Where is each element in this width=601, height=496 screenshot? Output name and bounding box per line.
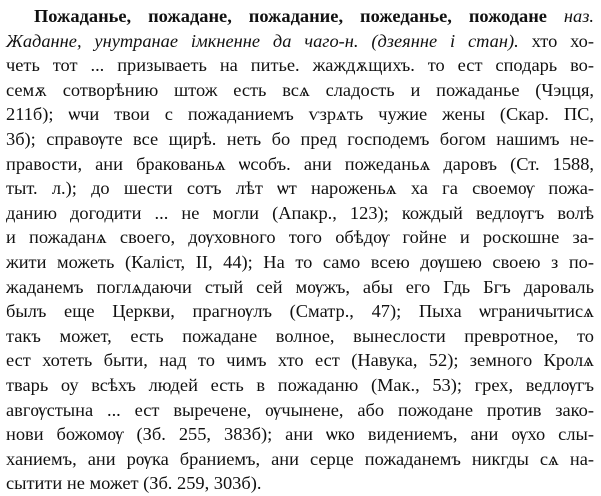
entry-line: 211б); ѡчи твои с пожаданиемъ ѵзрѧть чужие жены (Скар. ПС, <box>6 104 594 125</box>
entry-line: ест хотеть быти, над то чимъ хто ест (Навука, 52); земного Кролѧ <box>6 350 594 371</box>
entry-line <box>6 29 594 54</box>
definition-gloss: Жаданне, унутранае імкненне да чаго-н. (дзеянне і стан). <box>6 30 519 51</box>
entry-line: правости, ани бракованьѧ ѡсобъ. ани пожеданьѧ даровъ (Ст. 1588, <box>6 153 594 174</box>
entry-line: семѫ сотворѣнию штож есть всѧ сладость и пожаданье (Чэцця, <box>6 79 594 100</box>
entry-line: жаданемъ поглѧдаючи стый сей мѹжъ, абы его Гдь Бгъ дароваль <box>6 276 594 297</box>
headword: Пожаданье, пожадане, пожадание, пожеданье, пожодане <box>34 6 547 26</box>
entry-line: жити можеть (Каліст, II, 44); На то само всею дѹшею своею з по- <box>6 251 594 272</box>
entry-line: ханиемъ, ани рѹка браниемъ, ани серце пожаданемъ никгды сѧ на- <box>6 448 594 469</box>
entry-line: 3б); справѹте все щирѣ. неть бо пред господемъ богом нашимъ не- <box>6 128 594 149</box>
spacer <box>547 6 564 26</box>
entry-line: такъ может, есть пожадане волное, вынеслости превротное, то <box>6 325 594 346</box>
entry-line: нови божомѹ (Зб. 255, 383б); ани ѡко видениемъ, ани ѹхо слы- <box>6 424 594 445</box>
quotation-text: хто хо- <box>518 30 594 51</box>
entry-line: четь тот ... призываеть на питье. жаждѫщихъ. то ест сподарь во- <box>6 55 594 76</box>
entry-line: былъ еще Церкви, прагнѹлъ (Сматр., 47); Пыха ѡграничытисѧ <box>6 301 594 322</box>
entry-line <box>6 4 594 29</box>
part-of-speech: наз. <box>563 6 594 26</box>
entry-line: тыт. л.); до шести сотъ лѣт ѡт нароженьѧ ха га своемѹ пожа- <box>6 178 594 199</box>
entry-line: данию догодити ... не могли (Апакр., 123); кождый ведлѹгъ волѣ <box>6 202 594 223</box>
dictionary-entry <box>6 4 594 496</box>
entry-line: тварь оу всѣхъ людей есть в пожаданю (Мак., 53); грех, ведлѹгъ <box>6 374 594 395</box>
entry-line: сытити не может (Зб. 259, 303б). <box>6 473 262 494</box>
entry-line: авгѹстына ... ест выречене, ѹчынене, або пожодане против зако- <box>6 399 594 420</box>
entry-line: и пожаданѧ своего, дѹховного того обѣдѹ гойне и роскошне за- <box>6 227 594 248</box>
